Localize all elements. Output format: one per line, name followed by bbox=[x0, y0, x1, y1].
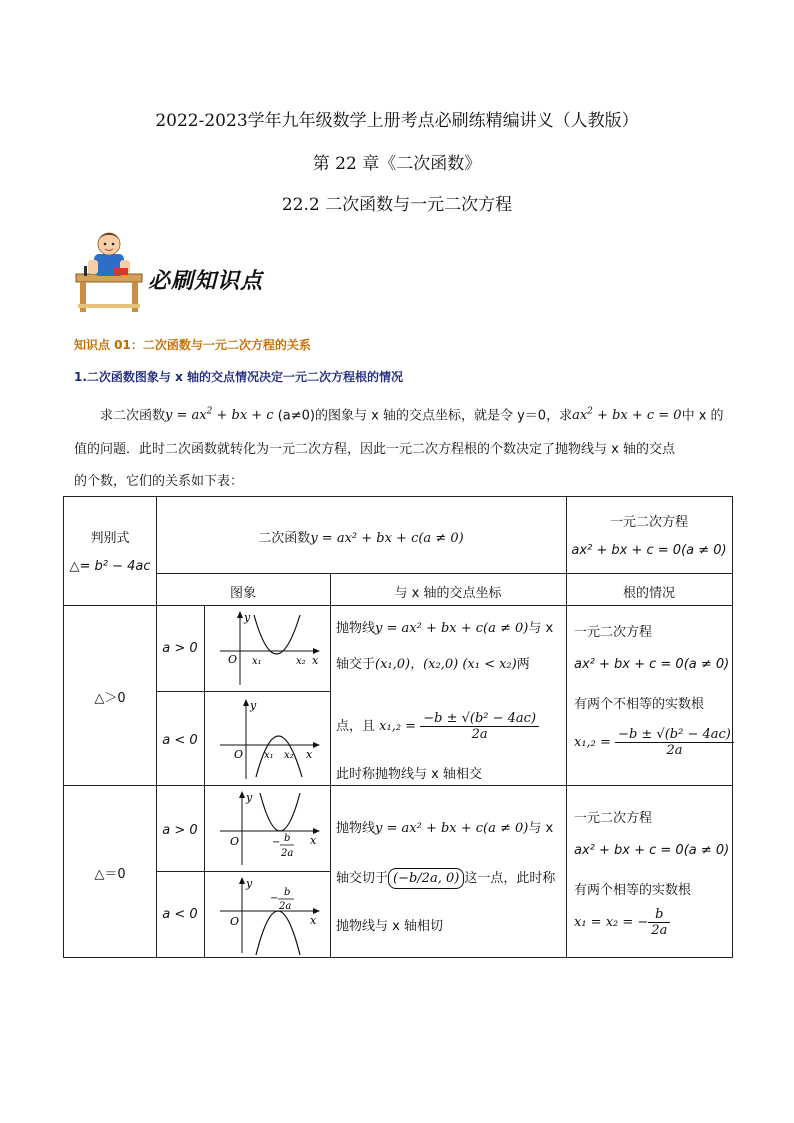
row1-text: 与 x bbox=[528, 621, 554, 636]
graph-label-minus: − bbox=[270, 893, 279, 904]
paragraph-line-3: 的个数，它们的关系如下表： bbox=[74, 474, 244, 489]
graph-label-y: y bbox=[246, 791, 253, 804]
row1-text: 两 bbox=[516, 657, 530, 672]
row2-a-negative: a < 0 bbox=[162, 907, 198, 922]
paragraph-text: 中 x 的 bbox=[681, 408, 724, 424]
row2-a-positive: a > 0 bbox=[162, 823, 198, 838]
graph-label-o: O bbox=[230, 915, 240, 928]
graph-label-x: x bbox=[310, 834, 317, 847]
row2-tangent-point: (−b/2a, 0) bbox=[388, 868, 464, 889]
graph-upward-two-roots bbox=[212, 609, 324, 687]
row1-root-label: x₁,₂ = bbox=[574, 735, 611, 750]
header-function bbox=[156, 527, 566, 546]
header-equation: 一元二次方程 bbox=[609, 515, 688, 530]
subheading: 1.二次函数图象与 x 轴的交点情况决定一元二次方程根的情况 bbox=[74, 370, 404, 384]
row1-root-label: x₁,₂ = bbox=[379, 719, 417, 734]
row1-a-positive: a > 0 bbox=[162, 641, 198, 656]
graph-label-x2: x₂ bbox=[296, 656, 306, 667]
graph-label-o: O bbox=[234, 748, 244, 761]
row1-root-fraction bbox=[615, 727, 734, 758]
row2-text: 抛物线 bbox=[336, 821, 376, 836]
row1-intersection-line3 bbox=[336, 711, 564, 742]
row1-text: 点，且 bbox=[336, 719, 376, 734]
graph-label-2a: 2a bbox=[279, 901, 292, 912]
graph-upward-tangent bbox=[212, 789, 324, 867]
fraction-numerator: b bbox=[648, 907, 670, 923]
row1-roots-line4 bbox=[574, 727, 730, 758]
function-formula: $y = ax^2$ + bx + c bbox=[165, 407, 274, 424]
row2-intersection-line1 bbox=[336, 817, 564, 836]
header-equation-formula: ax² + bx + c = 0(a ≠ 0) bbox=[571, 543, 727, 558]
graph-label-x1: x₁ bbox=[252, 656, 262, 667]
column-roots: 根的情况 bbox=[622, 586, 675, 601]
paragraph-text: 求二次函数 bbox=[100, 408, 166, 424]
row1-roots-line1: 一元二次方程 bbox=[574, 625, 653, 640]
chapter-title: 第 22 章《二次函数》 bbox=[312, 154, 482, 174]
row2-text: 与 x bbox=[528, 821, 554, 836]
graph-label-x: x bbox=[312, 654, 319, 667]
equation-formula: $ax^2$ + bx + c = 0 bbox=[572, 407, 682, 424]
row1-intersection-line1 bbox=[336, 617, 564, 636]
graph-label-o: O bbox=[230, 835, 240, 848]
graph-label-o: O bbox=[228, 653, 238, 666]
graph-label-y: y bbox=[246, 877, 253, 890]
fraction-denominator: 2a bbox=[666, 743, 683, 758]
row2-root-fraction bbox=[648, 907, 670, 938]
row2-text: 这一点，此时称 bbox=[464, 871, 556, 886]
header-discriminant-formula: △= b² − 4ac bbox=[69, 559, 151, 574]
row2-roots-line3: 有两个相等的实数根 bbox=[574, 883, 692, 898]
row2-formula: y = ax² + bx + c(a ≠ 0) bbox=[375, 821, 529, 836]
row2-root-label: x₁ = x₂ = − bbox=[574, 915, 649, 930]
row1-points: (x₁,0)，(x₂,0) (x₁ < x₂) bbox=[375, 657, 517, 672]
section-title: 22.2 二次函数与一元二次方程 bbox=[281, 195, 513, 215]
column-graph: 图象 bbox=[229, 586, 256, 601]
relation-table bbox=[63, 496, 733, 958]
graph-label-x1: x₁ bbox=[264, 750, 274, 761]
row1-formula: y = ax² + bx + c(a ≠ 0) bbox=[375, 621, 529, 636]
row1-discriminant: △＞0 bbox=[94, 691, 126, 706]
graph-label-2a: 2a bbox=[281, 848, 294, 859]
paragraph-line-2: 值的问题．此时二次函数就转化为一元二次方程，因此一元二次方程根的个数决定了抛物线与 x 轴的交点 bbox=[74, 442, 675, 457]
graph-label-b: b bbox=[284, 887, 291, 898]
row1-text: 抛物线 bbox=[336, 621, 376, 636]
graph-label-x2: x₂ bbox=[284, 750, 294, 761]
paragraph-text: (a≠0)的图象与 x 轴的交点坐标，就是令 y＝0，求 bbox=[277, 408, 573, 424]
row2-discriminant: △＝0 bbox=[94, 867, 126, 882]
row1-a-negative: a < 0 bbox=[162, 733, 198, 748]
fraction-denominator: 2a bbox=[471, 727, 488, 742]
header-discriminant: 判别式 bbox=[90, 531, 130, 546]
row2-roots-line4 bbox=[574, 907, 730, 938]
knowledge-point-heading: 知识点 01：二次函数与一元二次方程的关系 bbox=[74, 338, 311, 352]
row1-intersection-line2 bbox=[336, 653, 564, 672]
graph-label-b: b bbox=[284, 833, 291, 844]
graph-label-minus: − bbox=[272, 837, 281, 848]
document-title: 2022-2023学年九年级数学上册考点必刷练精编讲义（人教版） bbox=[155, 111, 639, 131]
row1-roots-line2: ax² + bx + c = 0(a ≠ 0) bbox=[574, 657, 730, 672]
graph-label-y: y bbox=[244, 611, 251, 624]
graph-label-y: y bbox=[250, 699, 257, 712]
header-function-label: 二次函数 bbox=[258, 531, 311, 546]
row2-intersection-line3: 抛物线与 x 轴相切 bbox=[336, 919, 443, 934]
row2-text: 轴交切于 bbox=[336, 871, 389, 886]
row2-roots-line1: 一元二次方程 bbox=[574, 811, 653, 826]
graph-downward-tangent bbox=[212, 875, 324, 955]
row1-intersection-line4: 此时称抛物线与 x 轴相交 bbox=[336, 767, 482, 782]
row2-roots-line2: ax² + bx + c = 0(a ≠ 0) bbox=[574, 843, 730, 858]
column-intersection: 与 x 轴的交点坐标 bbox=[394, 586, 502, 601]
graph-downward-two-roots bbox=[212, 697, 324, 781]
row1-text: 轴交于 bbox=[336, 657, 376, 672]
graph-label-x: x bbox=[310, 914, 317, 927]
graph-label-x: x bbox=[306, 748, 313, 761]
banner-title: 必刷知识点 bbox=[148, 269, 264, 294]
fraction-numerator: −b ± √(b² − 4ac) bbox=[615, 727, 734, 743]
fraction-numerator: −b ± √(b² − 4ac) bbox=[420, 711, 539, 727]
row2-intersection-line2 bbox=[336, 867, 564, 886]
fraction-denominator: 2a bbox=[651, 923, 668, 938]
row1-root-fraction bbox=[420, 711, 539, 742]
header-function-formula: y = ax² + bx + c(a ≠ 0) bbox=[310, 531, 464, 546]
row1-roots-line3: 有两个不相等的实数根 bbox=[574, 697, 705, 712]
paragraph-line-1 bbox=[100, 404, 750, 424]
